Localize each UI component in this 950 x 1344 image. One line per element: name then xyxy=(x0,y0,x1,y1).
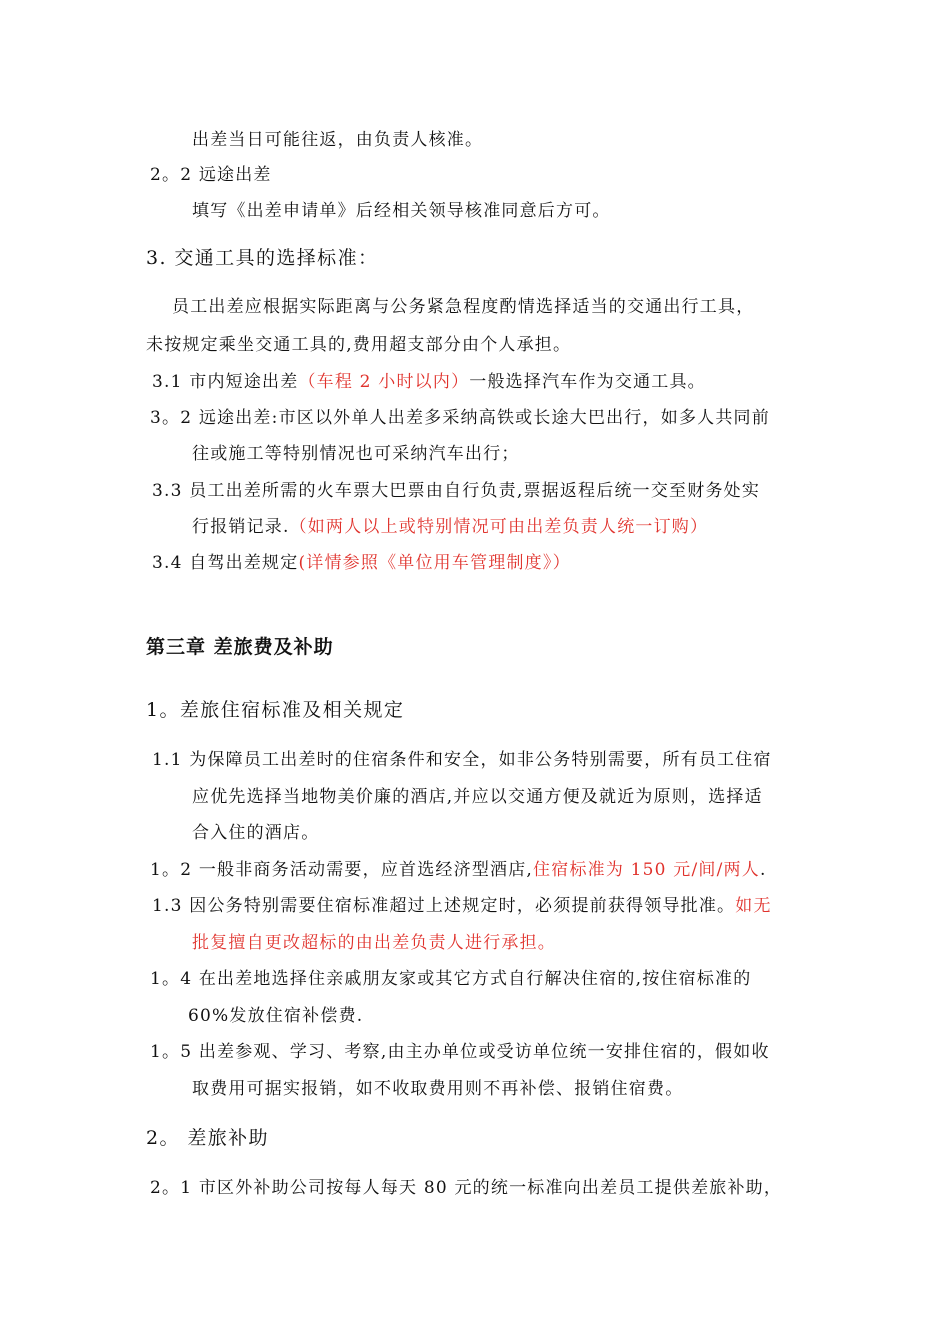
text-segment: 1.3 因公务特别需要住宿标准超过上述规定时，必须提前获得领导批准。 xyxy=(152,896,736,916)
text-segment: 1。差旅住宿标准及相关规定 xyxy=(146,699,405,721)
text-line-1 xyxy=(192,128,483,152)
text-line-17 xyxy=(192,821,319,845)
text-line-10 xyxy=(152,479,760,503)
text-line-21 xyxy=(150,967,751,991)
text-segment: 合入住的酒店。 xyxy=(192,823,320,843)
text-segment: 1。2 一般非商务活动需要，应首选经济型酒店, xyxy=(150,860,534,880)
text-segment: 一般选择汽车作为交通工具。 xyxy=(469,372,706,392)
text-segment: 取费用可据实报销，如不收取费用则不再补偿、报销住宿费。 xyxy=(192,1079,684,1099)
section-heading xyxy=(146,698,404,722)
text-segment: 员工出差应根据实际距离与公务紧急程度酌情选择适当的交通出行工具， xyxy=(172,297,755,317)
text-line-16 xyxy=(192,785,763,809)
text-segment: 第三章 差旅费及补助 xyxy=(146,636,334,658)
text-segment: 填写《出差申请单》后经相关领导核准同意后方可。 xyxy=(192,201,611,221)
text-line-6 xyxy=(146,333,571,357)
text-line-19 xyxy=(152,894,772,918)
text-line-22 xyxy=(188,1004,363,1028)
text-segment: 3.3 员工出差所需的火车票大巴票由自行负责,票据返程后统一交至财务处实 xyxy=(152,481,761,501)
text-segment: 60%发放住宿补偿费. xyxy=(188,1006,364,1026)
text-line-24 xyxy=(192,1077,683,1101)
text-line-18 xyxy=(150,858,767,882)
text-line-5 xyxy=(172,295,754,319)
text-line-26 xyxy=(150,1176,782,1200)
section-heading xyxy=(146,1126,269,1150)
text-segment: 1.1 为保障员工出差时的住宿条件和安全，如非公务特别需要，所有员工住宿 xyxy=(152,750,772,770)
text-line-2 xyxy=(150,163,272,187)
text-segment: . xyxy=(759,860,767,880)
text-line-3 xyxy=(192,199,611,223)
highlight-segment: 如无 xyxy=(735,896,772,916)
text-segment: 3。2 远途出差:市区以外单人出差多采纳高铁或长途大巴出行，如多人共同前 xyxy=(150,408,770,428)
text-segment: 2。 差旅补助 xyxy=(146,1127,269,1149)
chapter-title xyxy=(146,635,334,659)
text-line-12 xyxy=(152,551,571,575)
text-line-20 xyxy=(192,931,556,955)
highlight-segment: 住宿标准为 150 元/间/两人 xyxy=(533,860,760,880)
text-segment: 3.1 市内短途出差 xyxy=(152,372,299,392)
text-segment: 未按规定乘坐交通工具的,费用超支部分由个人承担。 xyxy=(146,335,572,355)
highlight-segment: （车程 2 小时以内） xyxy=(298,372,470,392)
text-line-9 xyxy=(192,442,520,466)
text-segment: 出差当日可能往返，由负责人核准。 xyxy=(192,130,484,150)
text-segment: 1。5 出差参观、学习、考察,由主办单位或受访单位统一安排住宿的，假如收 xyxy=(150,1042,770,1062)
text-line-23 xyxy=(150,1040,770,1064)
highlight-segment: (详情参照《单位用车管理制度》） xyxy=(298,553,571,573)
text-segment: 往或施工等特别情况也可采纳汽车出行； xyxy=(192,444,520,464)
text-segment: 应优先选择当地物美价廉的酒店,并应以交通方便及就近为原则，选择适 xyxy=(192,787,763,807)
text-line-15 xyxy=(152,748,772,772)
text-segment: 2。2 远途出差 xyxy=(150,165,272,185)
highlight-segment: 批复擅自更改超标的由出差负责人进行承担。 xyxy=(192,933,556,953)
text-line-8 xyxy=(150,406,770,430)
section-heading xyxy=(146,246,378,270)
text-segment: 1。4 在出差地选择住亲戚朋友家或其它方式自行解决住宿的,按住宿标准的 xyxy=(150,969,752,989)
text-line-7 xyxy=(152,370,706,394)
text-line-11 xyxy=(192,515,708,539)
text-segment: 2。1 市区外补助公司按每人每天 80 元的统一标准向出差员工提供差旅补助， xyxy=(150,1178,783,1198)
text-segment: 3. 交通工具的选择标准： xyxy=(146,247,379,269)
text-segment: 3.4 自驾出差规定 xyxy=(152,553,299,573)
text-segment: 行报销记录. xyxy=(192,517,290,537)
highlight-segment: （如两人以上或特别情况可由出差负责人统一订购） xyxy=(289,517,709,537)
